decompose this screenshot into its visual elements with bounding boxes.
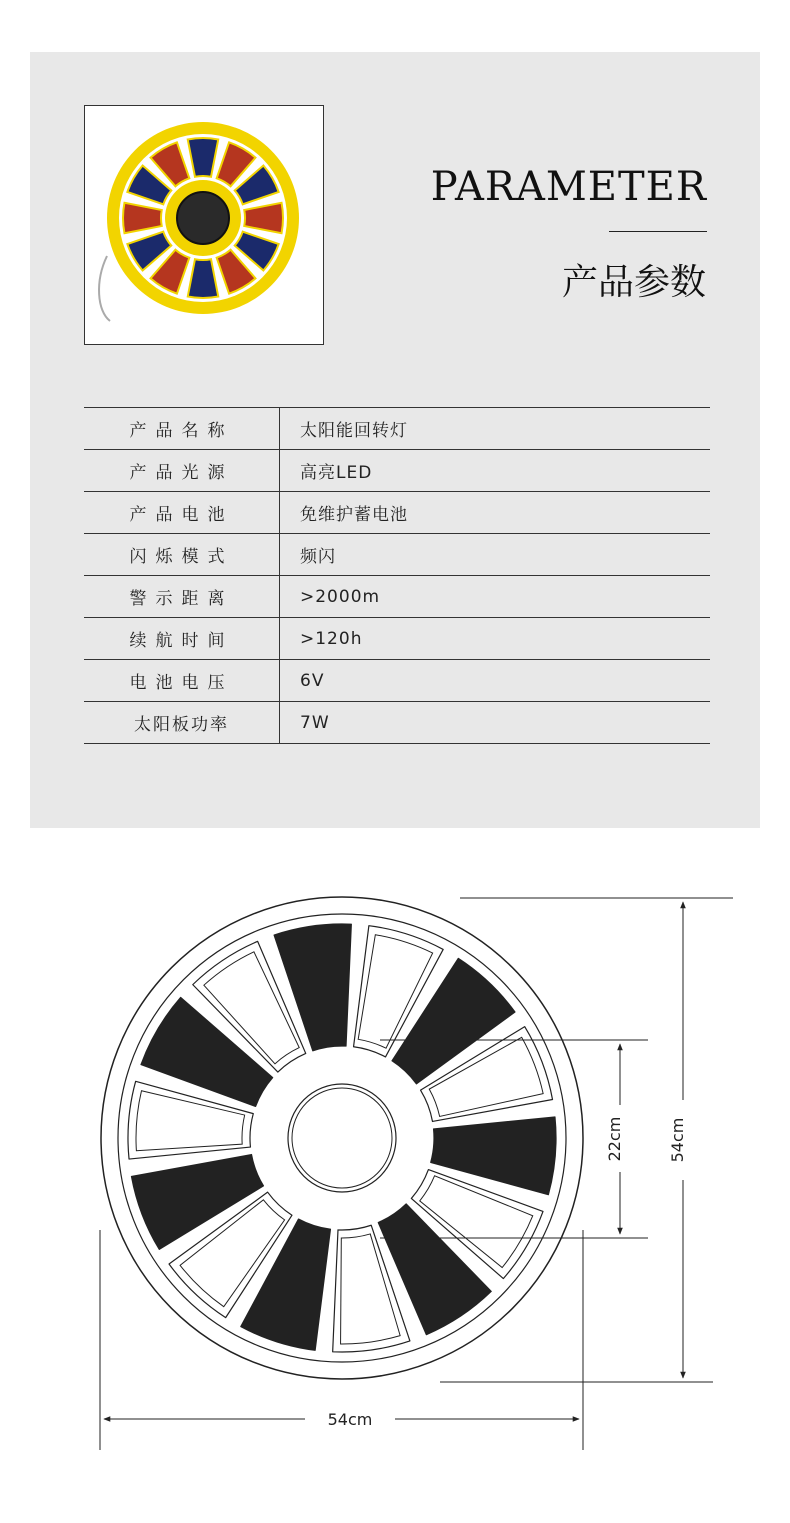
spec-value: 太阳能回转灯	[280, 408, 711, 450]
spec-value: >120h	[280, 618, 711, 660]
table-row	[84, 618, 710, 660]
table-row	[84, 492, 710, 534]
spec-label: 产品名称	[84, 408, 280, 450]
spec-value: 频闪	[280, 534, 711, 576]
spec-label: 太阳板功率	[84, 702, 280, 744]
spec-table	[84, 407, 710, 744]
table-row	[84, 702, 710, 744]
solar-rotating-lamp-icon	[85, 106, 323, 344]
spec-label: 闪烁模式	[84, 534, 280, 576]
spec-label: 产品光源	[84, 450, 280, 492]
height-dimension-label: 54cm	[668, 1117, 687, 1163]
spec-value: 6V	[280, 660, 711, 702]
table-row	[84, 450, 710, 492]
page-title-en: PARAMETER	[430, 164, 707, 210]
table-row	[84, 408, 710, 450]
title-divider	[609, 231, 707, 232]
spec-value: 免维护蓄电池	[280, 492, 711, 534]
dimension-diagram	[0, 860, 790, 1460]
spec-label: 续航时间	[84, 618, 280, 660]
center-hub	[288, 1084, 396, 1192]
page-title-cn: 产品参数	[561, 262, 706, 303]
spec-label: 警示距离	[84, 576, 280, 618]
table-row	[84, 576, 710, 618]
spec-label: 电池电压	[84, 660, 280, 702]
width-dimension-label: 54cm	[327, 1410, 373, 1429]
spec-value: 7W	[280, 702, 711, 744]
product-photo	[84, 105, 324, 345]
spec-value: >2000m	[280, 576, 711, 618]
center-dimension-label: 22cm	[605, 1116, 624, 1162]
spec-label: 产品电池	[84, 492, 280, 534]
table-row	[84, 660, 710, 702]
table-row	[84, 534, 710, 576]
spec-value: 高亮LED	[280, 450, 711, 492]
